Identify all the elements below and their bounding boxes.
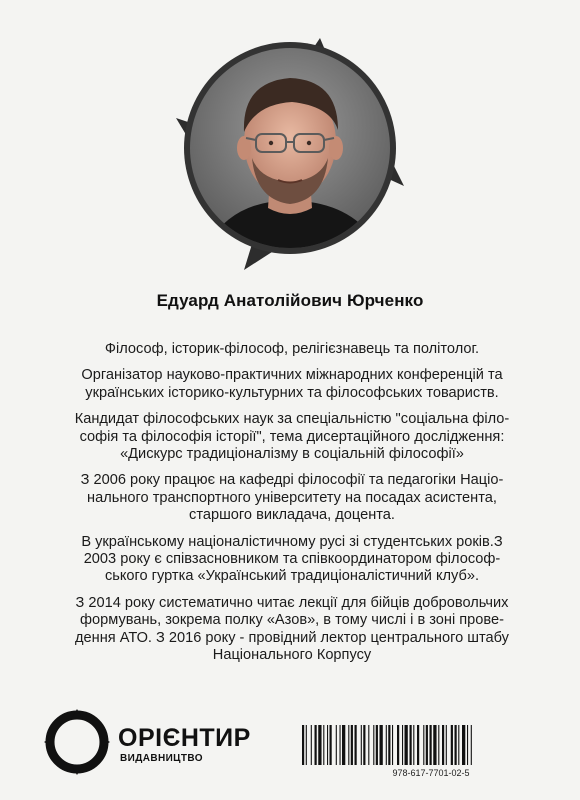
barcode-bar	[327, 725, 328, 765]
barcode-bar	[423, 725, 424, 765]
barcode-bar	[392, 725, 393, 765]
barcode-bar	[323, 725, 324, 765]
author-name: Едуард Анатолійович Юрченко	[156, 291, 424, 310]
bio-paragraph-1	[48, 341, 536, 358]
isbn-number: 978-617-7701-02-5	[392, 768, 470, 778]
bio-line: Кандидат філософських наук за спеціальністю "соціальна філо-	[74, 411, 510, 428]
barcode-bar	[417, 725, 419, 765]
barcode-bar	[342, 725, 345, 765]
bio-line: дення АТО. З 2016 року - провідний лектор центрального штабу	[75, 629, 509, 646]
bio-line: «Дискурс традиціоналізму в соціальній філософії»	[120, 446, 464, 463]
bio-line: українських історико-культурних та філософських товариств.	[85, 384, 499, 401]
barcode-bar	[451, 725, 453, 765]
barcode-bar	[306, 725, 307, 765]
barcode-bar	[413, 725, 414, 765]
compass-ring-logo-icon	[44, 709, 110, 775]
barcode-bar	[458, 725, 459, 765]
barcode-bar	[376, 725, 378, 765]
publisher-subtitle: ВИДАВНИЦТВО	[120, 753, 203, 764]
author-photo-icon	[160, 30, 420, 280]
barcode-bar	[302, 725, 304, 765]
barcode-bar	[467, 725, 468, 765]
barcode-bar	[405, 725, 408, 765]
bio-line: старшого викладача, доцента.	[189, 507, 395, 524]
barcode-bar	[433, 725, 436, 765]
barcode-bar	[355, 725, 357, 765]
barcode-bar	[368, 725, 369, 765]
bio-line: Організатор науково-практичних міжнародних конференцій та	[81, 367, 503, 384]
barcode-bar	[361, 725, 362, 765]
bio-line: софія та філософія історії", тема дисертаційного дослідження:	[79, 428, 505, 445]
barcode-bar	[311, 725, 312, 765]
barcode-bar	[455, 725, 457, 765]
barcode-bar	[471, 725, 472, 765]
bio-line: ського гуртка «Український традиціоналістичний клуб».	[104, 568, 480, 585]
barcode-bar	[336, 725, 337, 765]
bio-line: формувань, зокрема полку «Азов», в тому числі і в зоні прове-	[80, 612, 504, 629]
bio-line: З 2006 року працює на кафедрі філософії та педагогіки Націо-	[80, 472, 504, 489]
bio-paragraph-6	[48, 595, 536, 665]
bio-paragraph-3	[48, 411, 536, 463]
author-portrait	[160, 30, 420, 280]
barcode-bar	[330, 725, 332, 765]
bio-paragraph-2	[48, 367, 536, 402]
bio-line: нального транспортного університету на посадах асистента,	[87, 489, 497, 506]
barcode-bar	[402, 725, 403, 765]
barcode-bar	[363, 725, 365, 765]
bio-paragraph-4	[48, 472, 536, 524]
barcode-bar	[318, 725, 321, 765]
author-bio	[48, 341, 536, 674]
barcode-bar	[426, 725, 428, 765]
bio-line: Національного Корпусу	[212, 647, 372, 664]
barcode-bar	[348, 725, 349, 765]
barcode-bar	[430, 725, 432, 765]
publisher-name: ОРІЄНТИР	[118, 724, 251, 752]
barcode-bar	[373, 725, 374, 765]
barcode-bar	[446, 725, 447, 765]
bio-line: З 2014 року систематично читає лекції для бійців добровольчих	[75, 594, 509, 611]
barcode-bar	[388, 725, 390, 765]
barcode-bar	[380, 725, 383, 765]
bio-line: В українському націоналістичному русі зі студентських років.З	[81, 533, 503, 550]
bio-line: Філософ, історик-філософ, релігієзнавець та політолог.	[104, 341, 480, 357]
barcode-bar	[438, 725, 439, 765]
barcode-bar	[462, 725, 465, 765]
barcode-bar	[340, 725, 341, 765]
bio-paragraph-5	[48, 534, 536, 586]
barcode-bar	[397, 725, 399, 765]
bio-line: 2003 року є співзасновником та співкоординатором філософ-	[83, 551, 501, 568]
barcode-bar	[442, 725, 444, 765]
barcode-icon	[300, 725, 562, 767]
barcode-bar	[315, 725, 317, 765]
barcode-bar	[410, 725, 412, 765]
barcode-bar	[386, 725, 387, 765]
barcode-bar	[351, 725, 353, 765]
publisher-logo	[44, 709, 274, 775]
